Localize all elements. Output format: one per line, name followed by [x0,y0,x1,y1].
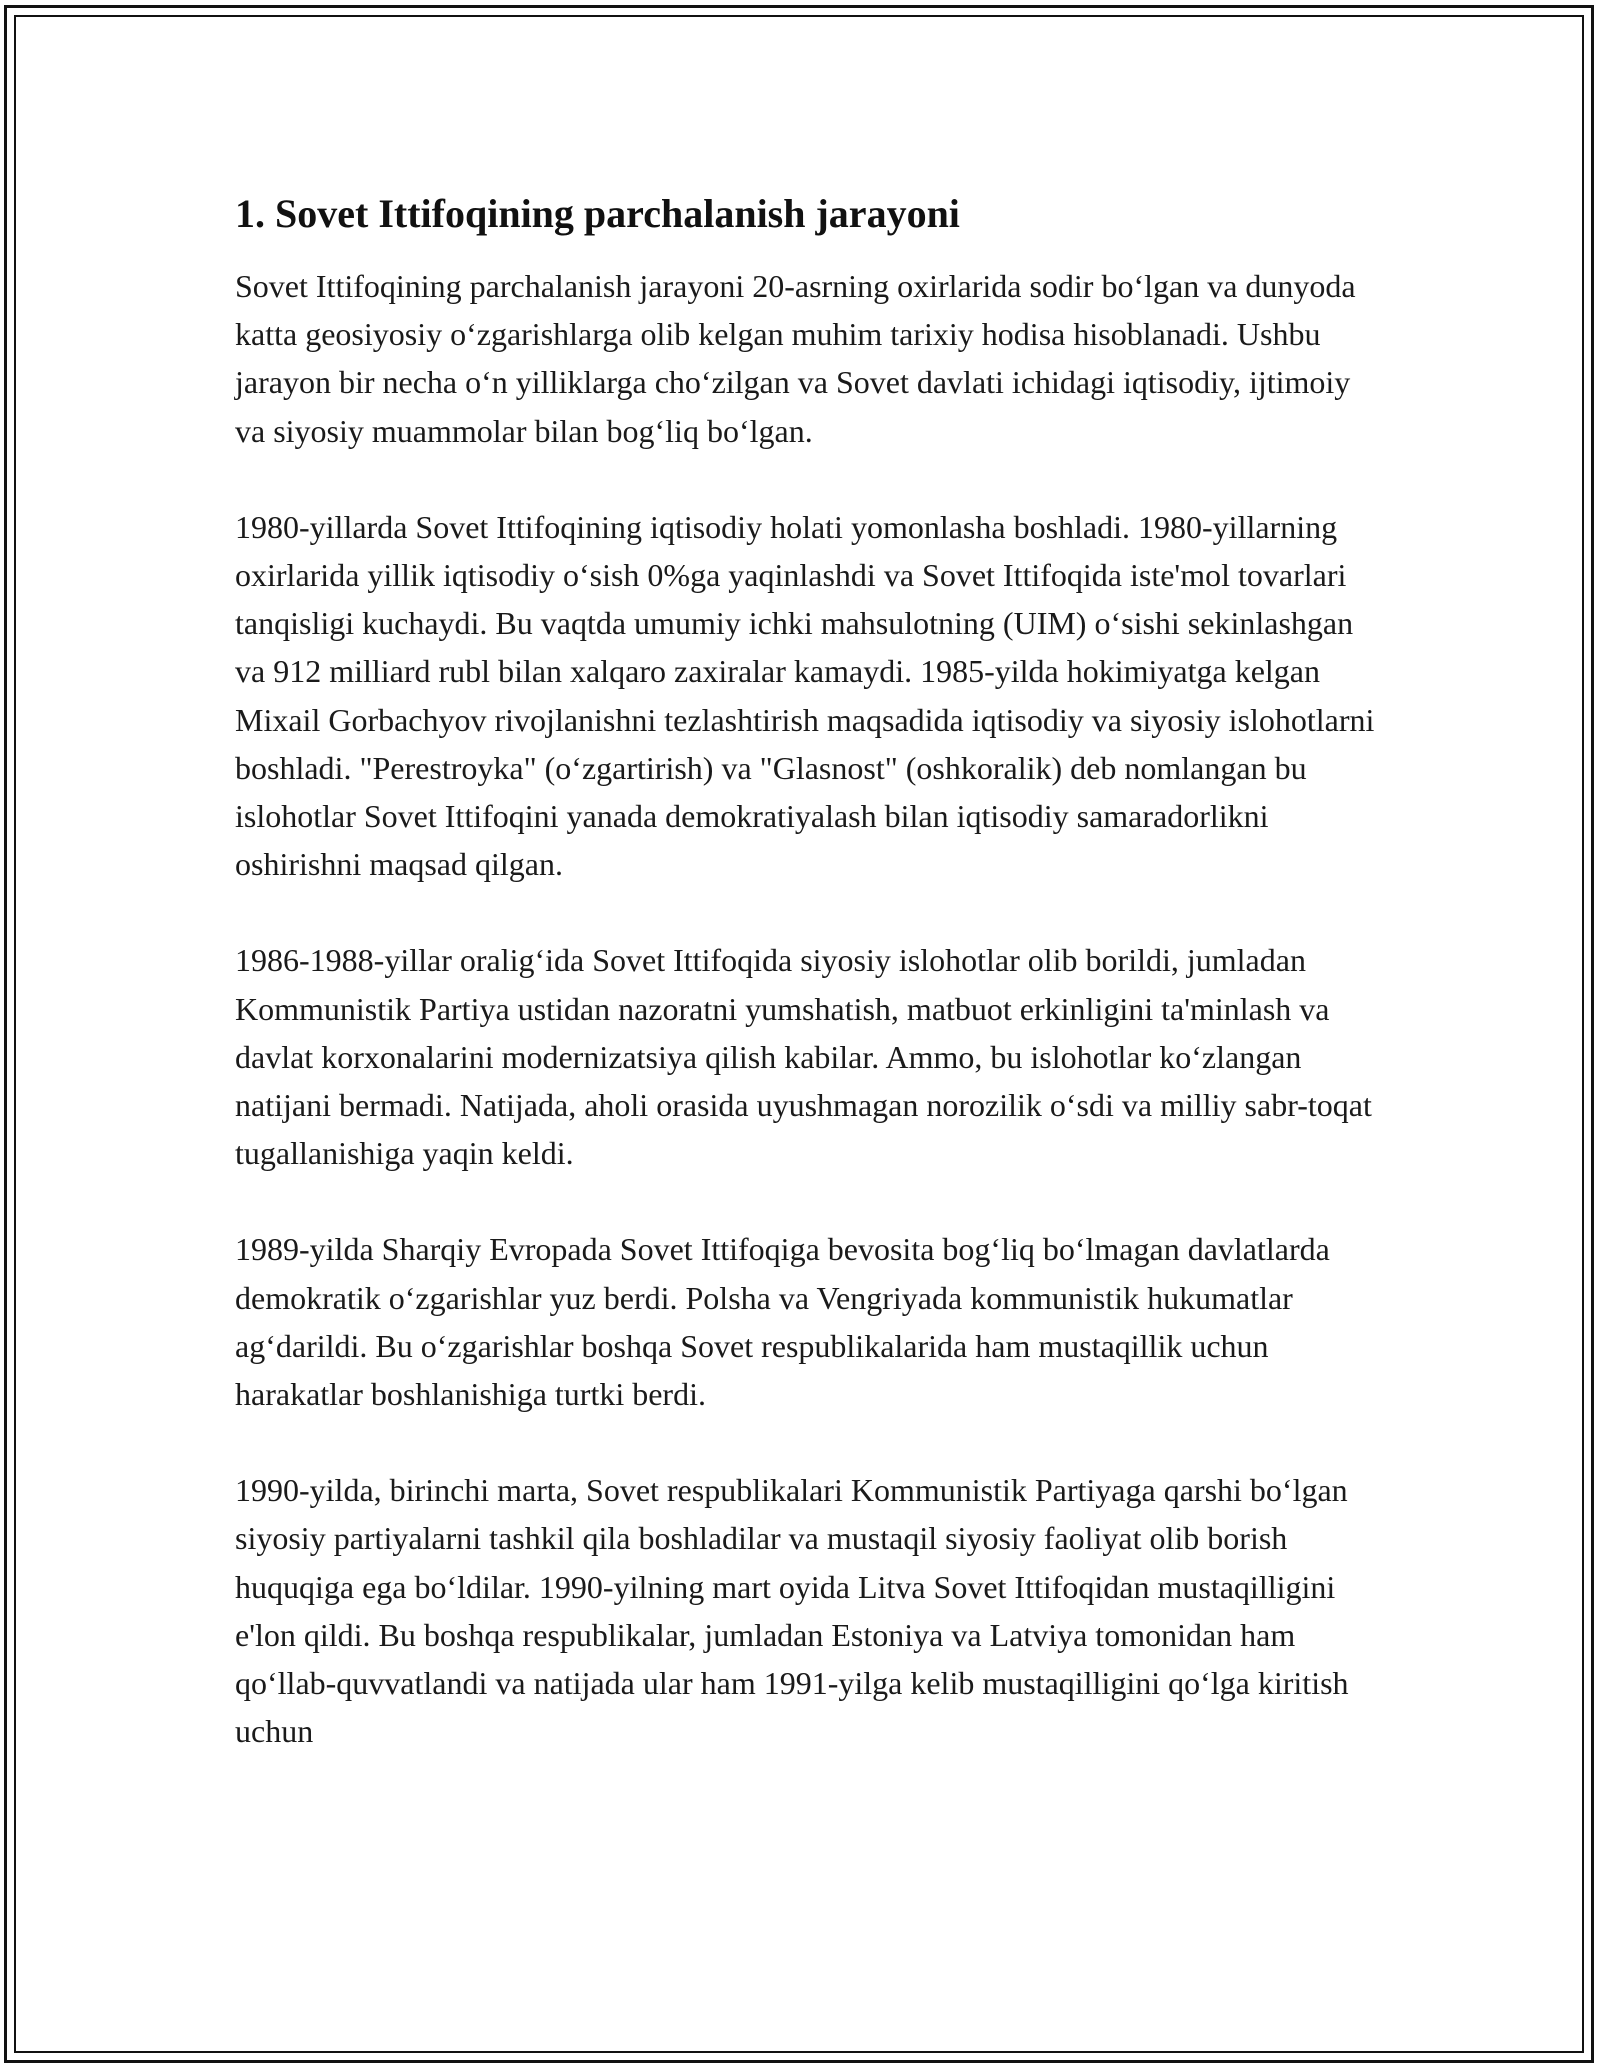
paragraph-1980s-economy: 1980-yillarda Sovet Ittifoqining iqtisodiy holati yomonlasha boshladi. 1980-yillarning oxirlarida yillik iqtisodiy o‘sish 0%ga yaqinlashdi va Sovet Ittifoqida iste'mol tovarlari tanqisligi kuchaydi. Bu vaqtda umumiy ichki mahsulotning (UIM) o‘sishi sekinlashgan va 912 milliard rubl bilan xalqaro zaxiralar kamaydi. 1985-yilda hokimiyatga kelgan Mixail Gorbachyov rivojlanishni tezlashtirish maqsadida iqtisodiy va siyosiy islohotlarni boshladi. "Perestroyka" (o‘zgartirish) va "Glasnost" (oshkoralik) deb nomlangan bu islohotlar Sovet Ittifoqini yanada demokratiyalash bilan iqtisodiy samaradorlikni oshirishni maqsad qilgan. [235,508,1375,883]
paragraph-intro: Sovet Ittifoqining parchalanish jarayoni 20-asrning oxirlarida sodir bo‘lgan va dunyoda katta geosiyosiy o‘zgarishlarga olib kelgan muhim tarixiy hodisa hisoblanadi. Ushbu jarayon bir necha o‘n yilliklarga cho‘zilgan va Sovet davlati ichidagi iqtisodiy, ijtimoiy va siyosiy muammolar bilan bog‘liq bo‘lgan. [235,268,1356,449]
paragraph-1989-eastern-europe: 1989-yilda Sharqiy Evropada Sovet Ittifoqiga bevosita bog‘liq bo‘lmagan davlatlarda demokratik o‘zgarishlar yuz berdi. Polsha va Vengriyada kommunistik hukumatlar ag‘darildi. Bu o‘zgarishlar boshqa Sovet respublikalarida ham mustaqillik uchun harakatlar boshlanishiga turtki berdi. [235,1231,1330,1413]
paragraph-1986-1988-reforms: 1986-1988-yillar oralig‘ida Sovet Ittifoqida siyosiy islohotlar olib borildi, jumladan Kommunistik Partiya ustidan nazoratni yumshatish, matbuot erkinligini ta'minlash va davlat korxonalarini modernizatsiya qilish kabilar. Ammo, bu islohotlar ko‘zlangan natijani bermadi. Natijada, aholi orasida uyushmagan norozilik o‘sdi va milliy sabr-toqat tugallanishiga yaqin keldi. [235,942,1372,1172]
document-body [235,188,1375,1803]
paragraph-1990-independence: 1990-yilda, birinchi marta, Sovet respublikalari Kommunistik Partiyaga qarshi bo‘lgan siyosiy partiyalarni tashkil qila boshladilar va mustaqil siyosiy faoliyat olib borish huquqiga ega bo‘ldilar. 1990-yilning mart oyida Litva Sovet Ittifoqidan mustaqilligini e'lon qildi. Bu boshqa respublikalar, jumladan Estoniya va Latviya tomonidan ham qo‘llab-quvvatlandi va natijada ular ham 1991-yilga kelib mustaqilligini qo‘lga kiritish uchun [235,1472,1349,1750]
section-heading: 1. Sovet Ittifoqining parchalanish jarayoni [235,191,960,236]
